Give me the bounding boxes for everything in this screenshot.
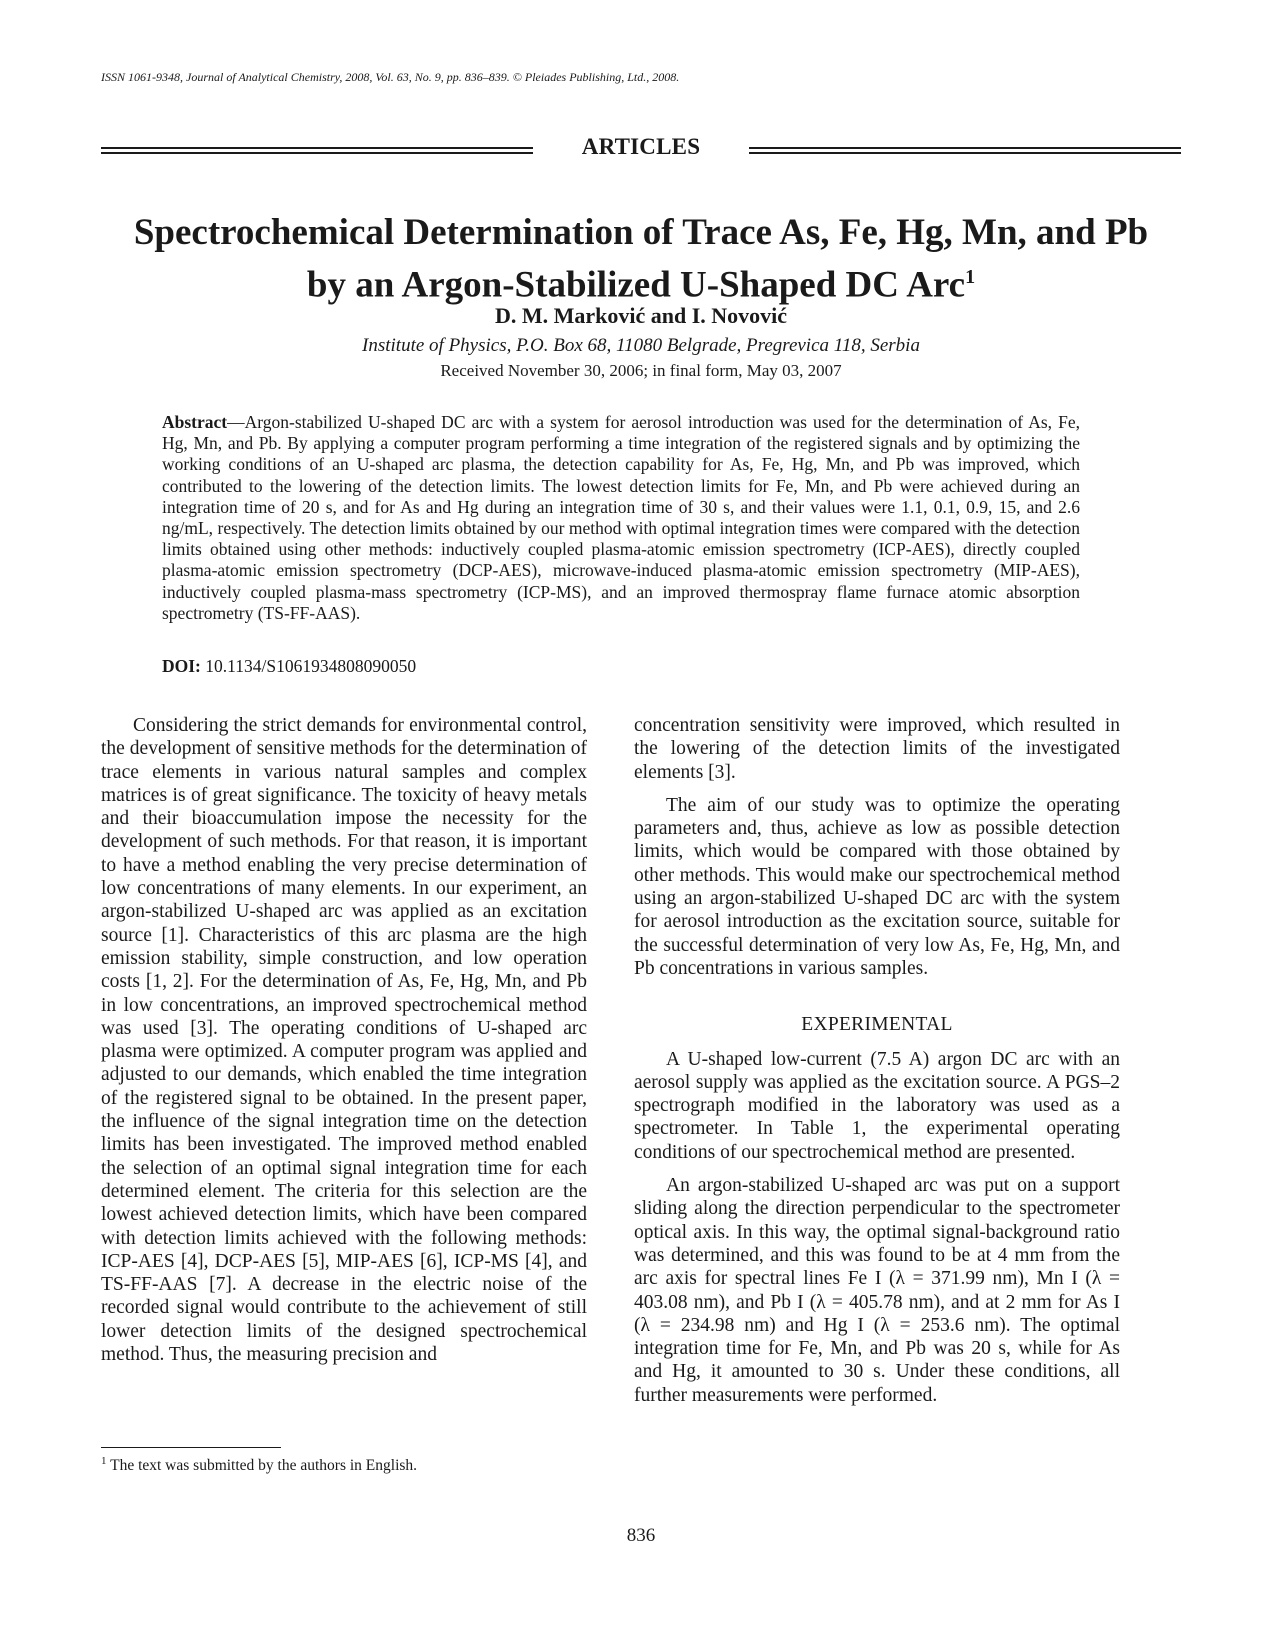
received-date: Received November 30, 2006; in final form, May 03, 2007 — [440, 361, 842, 380]
footnote-text: The text was submitted by the authors in English. — [106, 1457, 418, 1475]
page-number: 836 — [626, 1525, 656, 1546]
abstract-text: —Argon-stabilized U-shaped DC arc with a system for aerosol introduction was used for the determination of As, Fe, Hg, Mn, and Pb. By applying a computer program performing a time integration of the registered signals and by optimizing the working conditions of an U-shaped arc plasma, the detection capability for As, Fe, Hg, Mn, and Pb was improved, which contributed to the lowering of the detection limits. The lowest detection limits for Fe, Mn, and Pb were achieved during an integration time of 20 s, and for As and Hg during an integration time of 30 s, and their values were 1.1, 0.1, 0.9, 15, and 2.6 ng/mL, respectively. The detection limits obtained by our method with optimal integration times were compared with the detection limits obtained using other methods: inductively coupled plasma-atomic emission spectrometry (ICP-AES), directly coupled plasma-atomic emission spectrometry (DCP-AES), microwave-induced plasma-atomic emission spectrometry (MIP-AES), inductively coupled plasma-mass spectrometry (ICP-MS), and an improved thermospray flame furnace atomic absorption spectrometry (TS-FF-AAS). — [162, 412, 1080, 623]
journal-citation: ISSN 1061-9348, Journal of Analytical Chemistry, 2008, Vol. 63, No. 9, pp. 836–839. © Pleiades Publishing, Ltd., 2008. — [101, 70, 680, 84]
affiliation: Institute of Physics, P.O. Box 68, 11080 Belgrade, Pregrevica 118, Serbia — [362, 335, 920, 356]
section-rule-right — [749, 147, 1181, 154]
doi-label: DOI: — [162, 656, 201, 676]
section-rule-left — [101, 147, 533, 154]
continuation-paragraph: concentration sensitivity were improved, which resulted in the lowering of the detection limits of the investigated elements [3]. — [634, 715, 1120, 783]
right-column — [634, 714, 1120, 1417]
experimental-paragraph-2: An argon-stabilized U-shaped arc was put on a support sliding along the direction perpendicular to the spectrometer optical axis. In this way, the optimal signal-background ratio was determined, and this was found to be at 4 mm from the arc axis for spectral lines Fe I (λ = 371.99 nm), Mn I (λ = 403.08 nm), and Pb I (λ = 405.78 nm), and at 2 mm for As I (λ = 234.98 nm) and Hg I (λ = 253.6 nm). The optimal integration time for Fe, Mn, and Pb was 20 s, while for As and Hg, it amounted to 30 s. Under these conditions, all further measurements were performed. — [634, 1175, 1120, 1406]
left-column — [101, 714, 587, 1376]
title-line-2: by an Argon-Stabilized U-Shaped DC Arc — [306, 264, 966, 306]
article-title — [101, 210, 1181, 307]
footnote-mark: 1 — [101, 1455, 107, 1467]
abstract-label: Abstract — [162, 412, 228, 432]
experimental-paragraph-1: A U-shaped low-current (7.5 A) argon DC arc with an aerosol supply was applied as the excitation source. A PGS–2 spectrograph modified in the laboratory was used as a spectrometer. In Table 1, the experimental operating conditions of our spectrochemical method are presented. — [634, 1048, 1120, 1163]
doi — [162, 656, 1080, 677]
abstract — [162, 412, 1080, 624]
footnote — [101, 1455, 587, 1475]
intro-paragraph: Considering the strict demands for environmental control, the development of sensitive methods for the determination of trace elements in various natural samples and complex matrices is of great significance. The toxicity of heavy metals and their bioaccumulation impose the necessity for the development of such methods. For that reason, it is important to have a method enabling the very precise determination of low concentrations of many elements. In our experiment, an argon-stabilized U-shaped arc was applied as an excitation source [1]. Characteristics of this arc plasma are the high emission stability, simple construction, and low operation costs [1, 2]. For the determination of As, Fe, Hg, Mn, and Pb in low concentrations, an improved spectrochemical method was used [3]. The operating conditions of U-shaped arc plasma were optimized. A computer program was applied and adjusted to our demands, which enabled the time integration of the registered signal to be obtained. In the present paper, the influence of the signal integration time on the detection limits has been investigated. The improved method enabled the selection of an optimal signal integration time for each determined element. The criteria for this selection are the lowest achieved detection limits, which have been compared with detection limits achieved with the following methods: ICP-AES [4], DCP-AES [5], MIP-AES [6], ICP-MS [4], and TS-FF-AAS [7]. A decrease in the electric noise of the recorded signal would contribute to the achievement of still lower detection limits of the designed spectrochemical method. Thus, the measuring precision and — [101, 715, 587, 1366]
title-line-1: Spectrochemical Determination of Trace As, Fe, Hg, Mn, and Pb — [133, 212, 1149, 253]
experimental-heading: EXPERIMENTAL — [801, 1014, 953, 1036]
doi-value: 10.1134/S1061934808090050 — [205, 656, 417, 676]
footnote-rule — [101, 1447, 281, 1448]
section-label: ARTICLES — [581, 134, 701, 159]
section-banner — [101, 134, 1181, 170]
authors: D. M. Marković and I. Novović — [494, 303, 788, 328]
aim-paragraph: The aim of our study was to optimize the operating parameters and, thus, achieve as low as possible detection limits, which would be compared with those obtained by other methods. This would make our spectrochemical method using an argon-stabilized U-shaped DC arc with the system for aerosol introduction as the excitation source, suitable for the successful determination of very low As, Fe, Hg, Mn, and Pb concentrations in various samples. — [634, 794, 1120, 979]
title-footnote-mark: 1 — [965, 266, 976, 288]
